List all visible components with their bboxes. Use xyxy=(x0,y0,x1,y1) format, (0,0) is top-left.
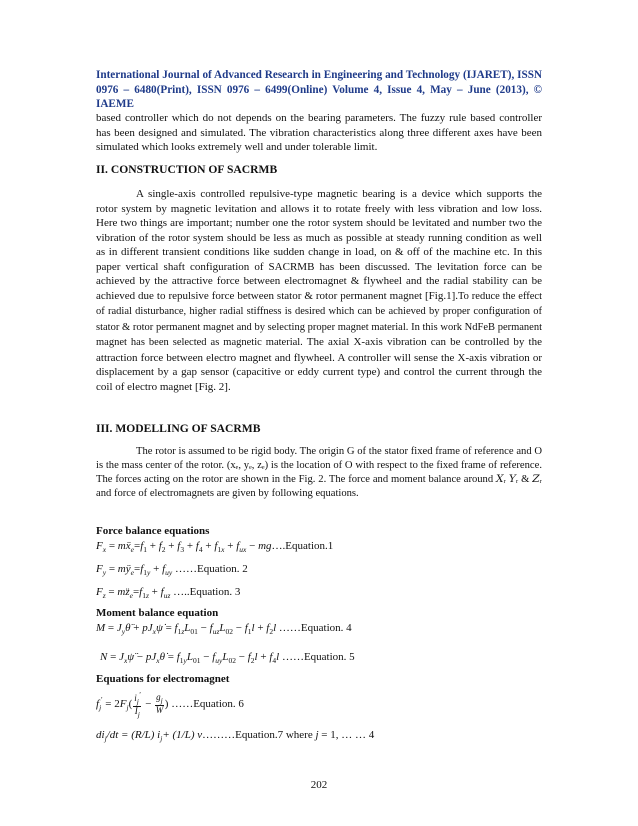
section-heading-construction: II. CONSTRUCTION OF SACRMB xyxy=(96,163,278,176)
moment-balance-title: Moment balance equation xyxy=(96,607,219,619)
equation-4: $M = J_y\thetä$ + $pJ_x\psi̇ = f_{1z}L_{01} - f_{uz}L_{02} - f_1l + f_2l$ ……Equation. 4 xyxy=(96,622,352,637)
equation-2: $F_y$ = $mÿ_e=f_{1y} + f_{uy}$ ……Equation. 2 xyxy=(96,563,248,578)
journal-header: International Journal of Advanced Research in Engineering and Technology (IJARET), ISSN 0976 – 6480(Print), ISSN 0976 – 6499(Online) Volume 4, Issue 4, May – June (2013), © IAEME xyxy=(96,69,542,110)
equation-7-tail: = 1, … … 4 xyxy=(321,729,375,741)
equation-2-label: ……Equation. 2 xyxy=(174,563,248,575)
section3-para: The rotor is assumed to be rigid body. The origin G of the stator fixed frame of reference and O is the mass center of the rotor. (xₑ, yₑ, zₑ) is the location of O with respect to the fixed frame of reference. The forces acting on the rotor are shown in the Fig. 2. The force and moment balance around 𝑋ᵣ 𝑌ᵣ & 𝑍ᵣ and force of electromagnets are given by following equations. xyxy=(96,446,542,499)
equation-6-label: ……Equation. 6 xyxy=(171,697,244,710)
equation-5: $N = J_x\psï$ − $pJ_x\thetȧ = f_{1y}L_{01} - f_{uy}L_{02} - f_2l + f_4l$ ……Equation. 5 xyxy=(100,651,355,666)
force-balance-title: Force balance equations xyxy=(96,525,210,537)
equation-7-label: ………Equation.7 where xyxy=(202,729,313,741)
page-number: 202 xyxy=(310,779,328,791)
section2-body xyxy=(96,187,542,394)
equation-3: $F_z$ = $mz̈_e=f_{1z} + f_{uz}$ …..Equation. 3 xyxy=(96,586,241,601)
equation-1-label: ….Equation.1 xyxy=(271,540,334,552)
section2-para-b: To reduce the effect of radial disturbance, higher radial stiffness is desired which can be achieved by proper configuration of stator & rotor permanent magnet and by selecting proper magnet material. In this work NdFeB permanent magnet has been selected as magnetic material. xyxy=(96,290,542,348)
equation-5-label: ……Equation. 5 xyxy=(281,651,355,663)
equation-7: $di_j/dt = (R/L)$ $i_j+ (1/L)$ v………Equation.7 where j = 1, … … 4 xyxy=(96,729,375,744)
section2-para-c: The axial X-axis vibration can be controlled by the attraction force between electro magnet and flywheel. A controller will sense the X-axis vibration or displacement by a gap sensor (capacitive or eddy current type) and control the current through the coil of electro magnet [Fig. 2]. xyxy=(96,336,542,393)
section3-body xyxy=(96,445,542,501)
equation-6: $f_j' = 2F_j$( $\frac{i_j'}{I_j}$ − $\frac{g_j}{W}$ ) ……Equation. 6 xyxy=(96,690,244,719)
electromagnet-title: Equations for electromagnet xyxy=(96,673,230,685)
equation-4-label: ……Equation. 4 xyxy=(278,622,352,634)
equation-1: $F_x$ = $mẍ_e=f_1 + f_2 + f_3 + f_4 + f_{1x} + f_{ux}$ − mg….Equation.1 xyxy=(96,540,334,555)
equation-3-label: …..Equation. 3 xyxy=(173,586,241,598)
section-heading-modelling: III. MODELLING OF SACRMB xyxy=(96,422,261,435)
section2-para-a: A single-axis controlled repulsive-type magnetic bearing is a device which supports the rotor system by magnetic levitation and allows it to rotate freely with less vibration and low loss. Here two things are important; number one the rotor system should be levitated and number two the vibration of the rotor system should be less as much as possible at steady running condition as well as in different transient conditions like sudden change in load, on & off of the machine etc. In this paper vertical shaft configuration of SACRMB has been discussed. The levitation force can be achieved by the attractive force between electromagnet & flywheel and the radial stability can be achieved due to repulsive force between stator & rotor permanent magnet [Fig.1]. xyxy=(96,188,542,302)
intro-paragraph: based controller which do not depends on the bearing parameters. The fuzzy rule based controller has been designed and simulated. The vibration characteristics along three different axes have been simulated which looks extremely well and under tolerable limit. xyxy=(96,112,542,153)
